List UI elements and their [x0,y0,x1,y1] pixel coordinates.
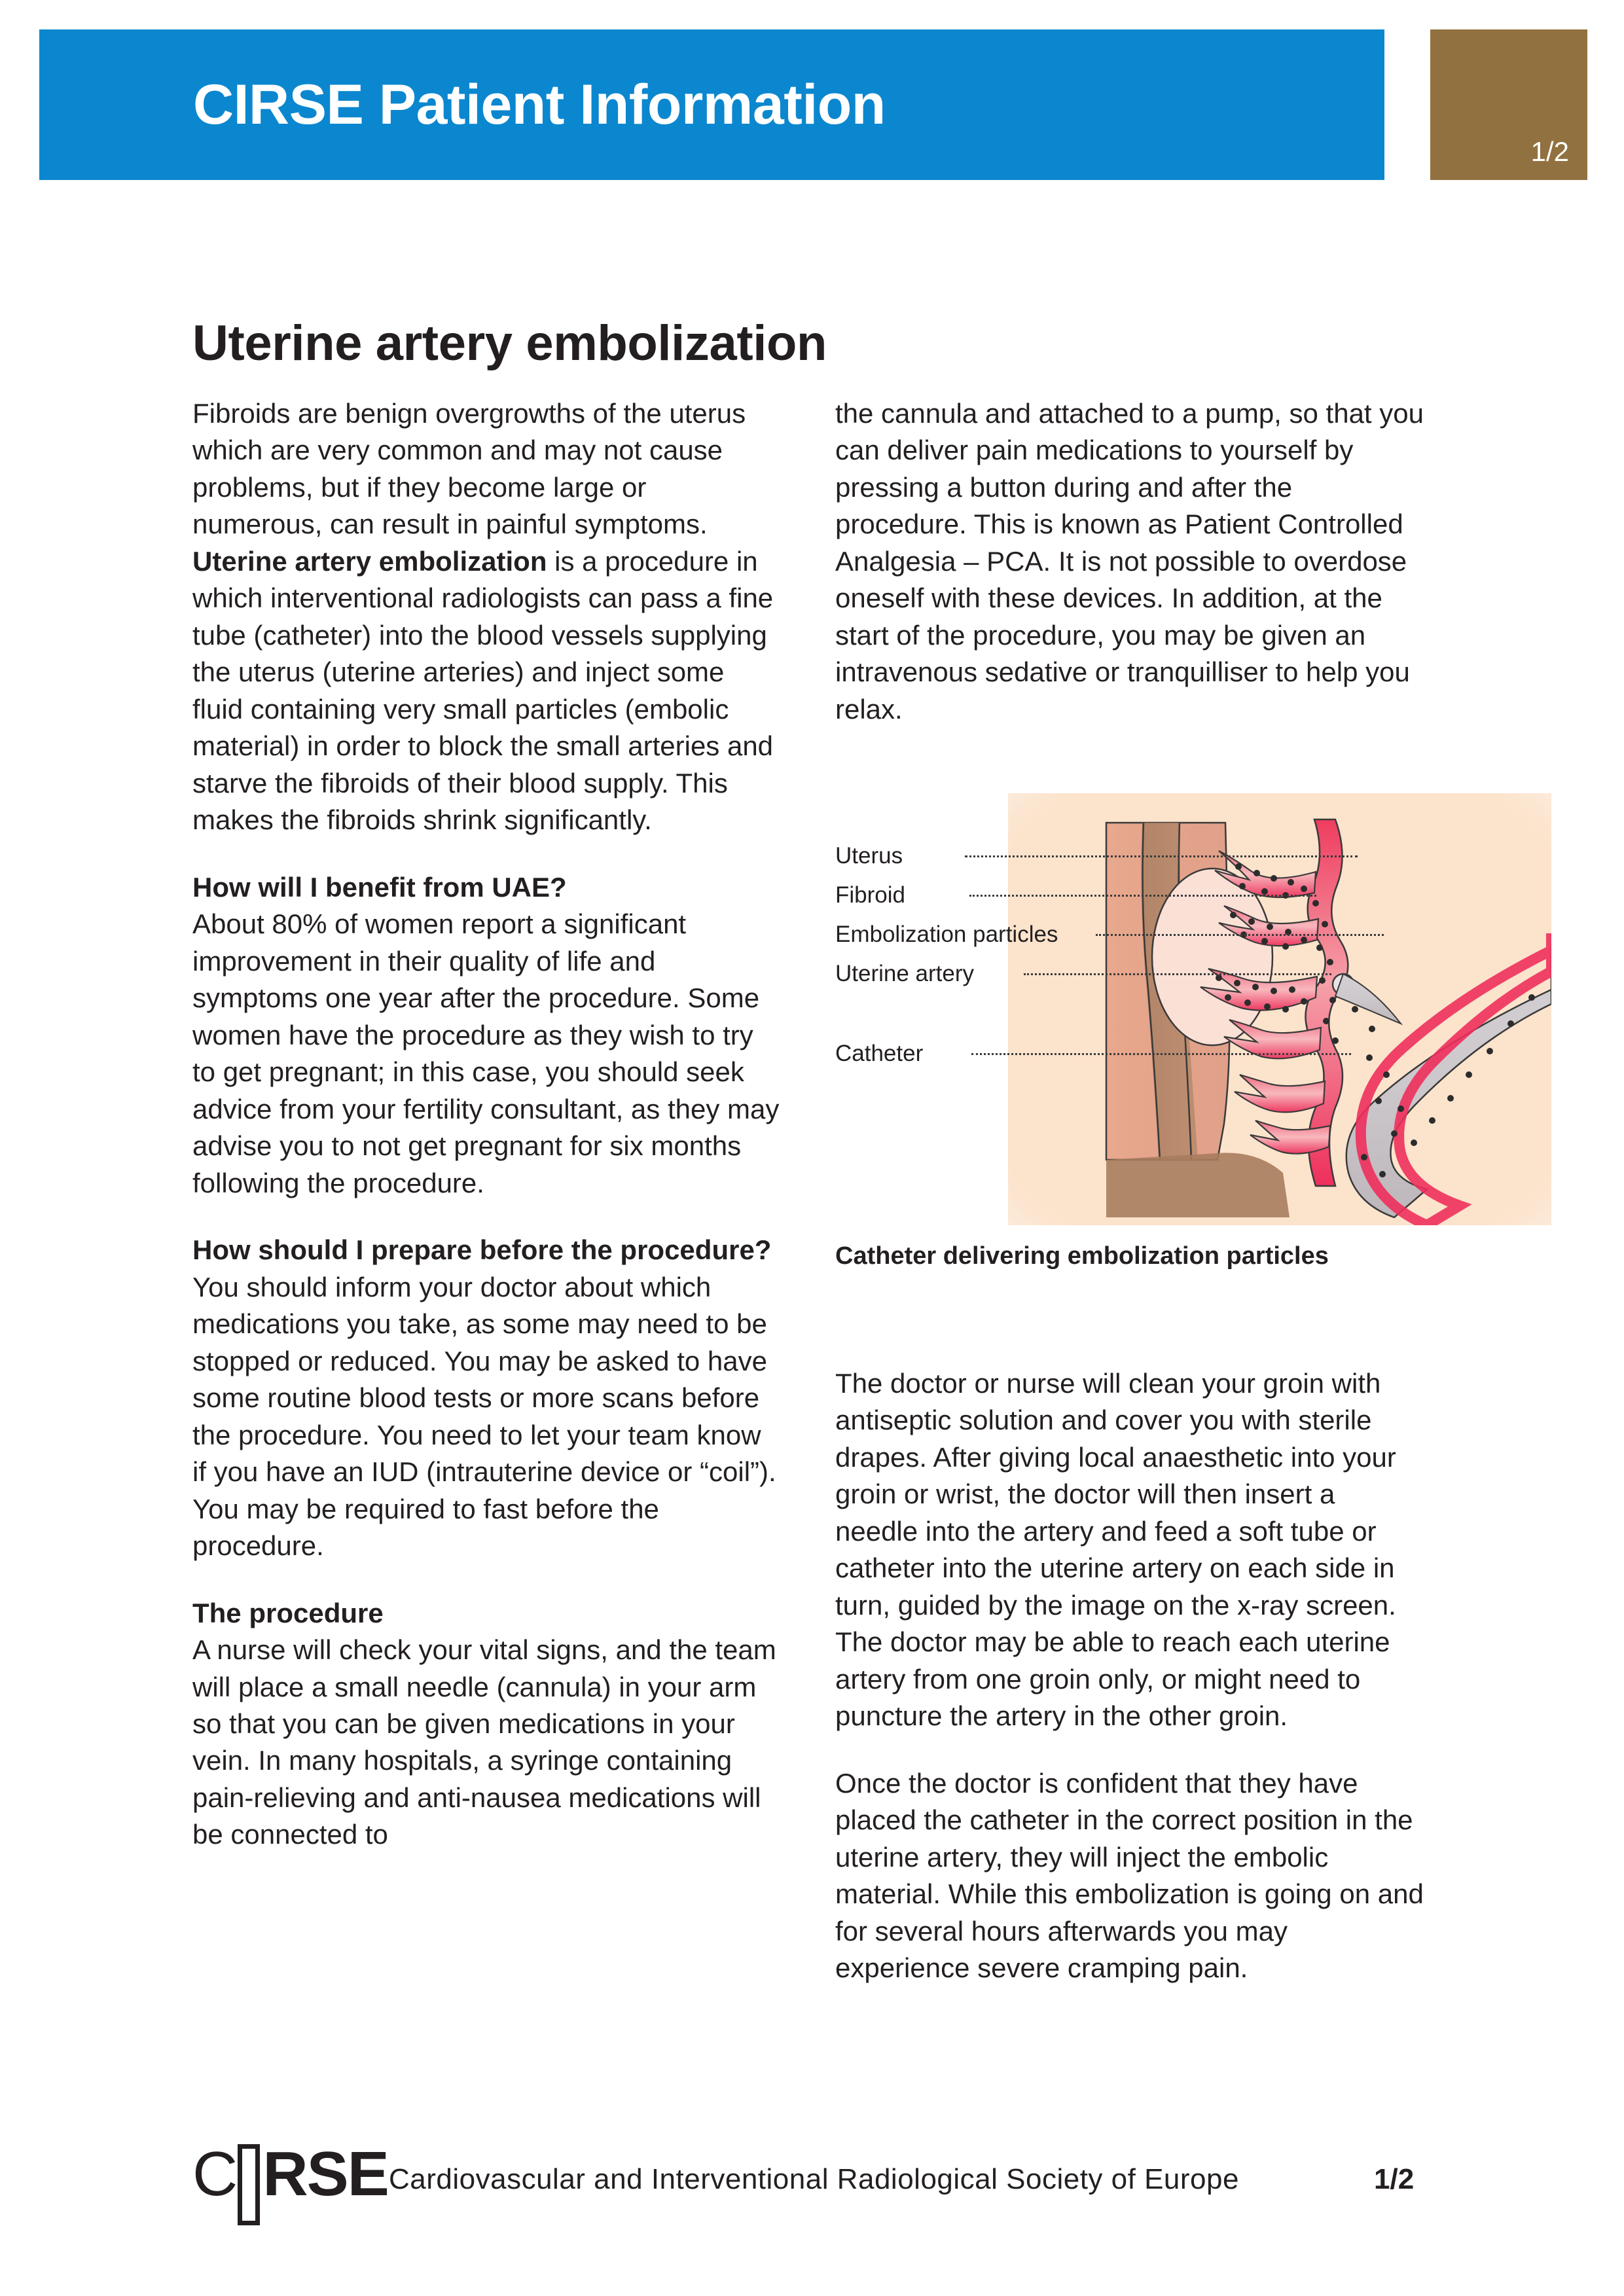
intro-bold-term: Uterine artery embolization [192,545,547,577]
heading-procedure: The procedure [192,1597,384,1628]
right-column-lower [835,1365,1424,1987]
society-name: Cardiovascular and Interventional Radiological Society of Europe [389,2163,1239,2195]
figure-label-uterus: Uterus [835,843,903,869]
header-title: CIRSE Patient Information [193,73,886,136]
cirse-logo-c: C [192,2139,237,2209]
paragraph-prepare: You should inform your doctor about which medications you take, as some may need to be stopped or reduced. You may be asked to have some routine blood tests or more scans before the procedure. You need to let your team know if you have an IUD (intrauterine device or “coil”). You may be required to fast before the procedure. [192,1271,776,1562]
figure-uterine-embolization [835,793,1551,1225]
leader-line-catheter [971,1053,1351,1055]
figure-label-group [835,793,1551,1225]
leader-line-fibroid [969,895,1316,897]
intro-text-part2: is a procedure in which interventional radiologists can pass a fine tube (catheter) into the blood vessels supplying the uterus (uterine arteries) and inject some fluid containing very small particles (embolic material) in order to block the small arteries and starve the fibroids of their blood supply. This makes the fibroids shrink significantly. [192,545,774,836]
figure-label-uterine-artery: Uterine artery [835,961,975,986]
footer-page-indicator: 1/2 [1374,2163,1415,2195]
leader-line-embolization-particles [1096,934,1384,936]
footer [192,2139,1449,2225]
leader-line-uterus [965,855,1358,857]
paragraph-clean-groin: The doctor or nurse will clean your groin with antiseptic solution and cover you with sterile drapes. After giving local anaesthetic into your groin or wrist, the doctor will then insert a needle into the artery and feed a soft tube or catheter into the uterine artery on each side in turn, guided by the image on the x-ray screen. The doctor may be able to reach each uterine artery from one groin only, or might need to puncture the artery in the other groin. [835,1368,1396,1732]
figure-label-fibroid: Fibroid [835,882,905,908]
intro-text-part1: Fibroids are benign overgrowths of the uterus which are very common and may not cause problems, but if they become large or numerous, can result in painful symptoms. [192,398,746,540]
cirse-logo [192,2139,388,2209]
heading-prepare: How should I prepare before the procedure? [192,1234,772,1266]
figure-label-embolization-particles: Embolization particles [835,922,1058,947]
cirse-logo-i-bar [238,2144,260,2225]
paragraph-intro [192,395,782,839]
page-title: Uterine artery embolization [192,315,827,371]
paragraph-inject-embolic: Once the doctor is confident that they have placed the catheter in the correct position in the uterine artery, they will inject the embolic material. While this embolization is going on and for several hours afterwards you may experience severe cramping pain. [835,1767,1424,1984]
figure-label-catheter: Catheter [835,1041,924,1066]
header-blue-band [39,29,1384,180]
paragraph-benefit: About 80% of women report a significant improvement in their quality of life and symptoms one year after the procedure. Some women have the procedure as they wish to try to get pregnant; in this case, you should seek advice from your fertility consultant, as they may advise you to not get pregnant for six months following the procedure. [192,908,780,1198]
leader-line-uterine-artery [1024,973,1331,975]
right-column [835,395,1424,758]
left-column [192,395,782,1854]
header-page-box [1430,29,1587,180]
cirse-logo-rse: RSE [262,2139,388,2209]
paragraph-procedure: A nurse will check your vital signs, and the team will place a small needle (cannula) in your arm so that you can be given medications in your vein. In many hospitals, a syringe containing pain-relieving and anti-nausea medications will be connected to [192,1634,776,1850]
paragraph-continuation: the cannula and attached to a pump, so that you can deliver pain medications to yourself by pressing a button during and after the procedure. This is known as Patient Controlled Analgesia – PCA. It is not possible to overdose oneself with these devices. In addition, at the start of the procedure, you may be given an intravenous sedative or tranquilliser to help you relax. [835,398,1424,725]
header-page-indicator: 1/2 [1530,136,1569,167]
figure-caption: Catheter delivering embolization particles [835,1242,1329,1270]
heading-benefit: How will I benefit from UAE? [192,871,567,903]
